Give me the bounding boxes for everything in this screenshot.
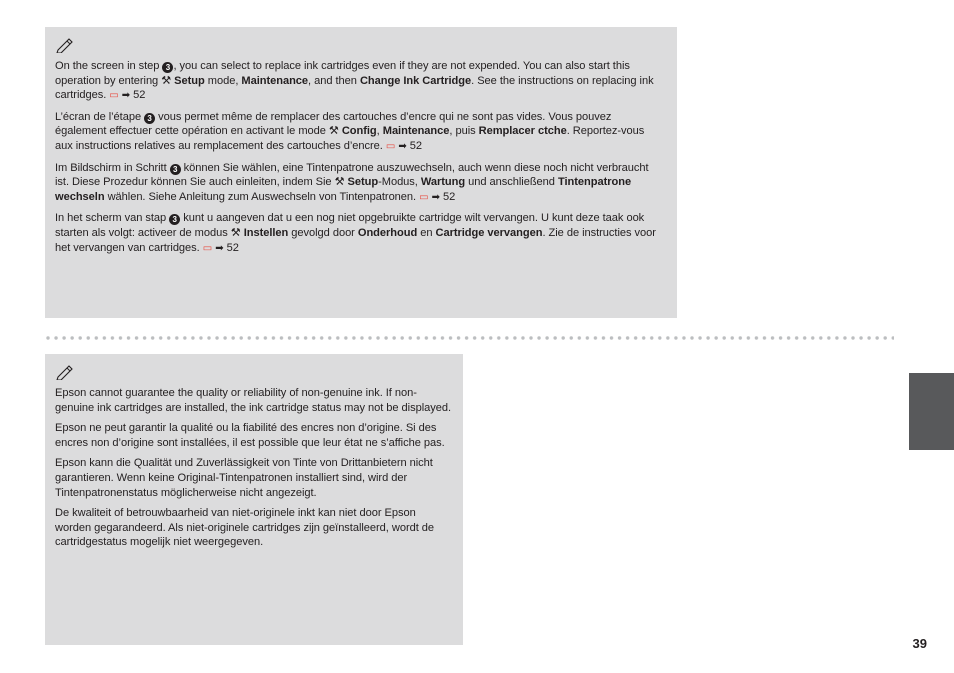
right-arrow-icon: ➡ [121, 90, 131, 102]
right-arrow-icon: ➡ [215, 242, 224, 254]
note2-paragraph-de: Epson kann die Qualität und Zuverlässigkeit von Tinte von Drittanbietern nicht garantieren. Wenn keine Original-Tintenpatronen installiert sind, wird der Tintenpatronenstatus möglicherweise nicht angezeigt. [55, 457, 433, 499]
book-icon: ▭ [385, 140, 396, 152]
book-icon: ▭ [419, 191, 429, 203]
book-icon: ▭ [202, 242, 213, 254]
wrench-tool-icon: ⚒ [161, 74, 175, 87]
wrench-tool-icon: ⚒ [328, 125, 342, 138]
page-reference[interactable]: 52 [226, 241, 239, 254]
note2-paragraph-fr: Epson ne peut garantir la qualité ou la fiabilité des encres non d’origine. Si des encres non d’origine sont installées, il est possible que leur état ne s’affiche pas. [55, 422, 445, 449]
step-number-badge: 3 [169, 214, 180, 225]
note1-paragraph-de: Im Bildschirm in Schritt 3 können Sie wählen, eine Tintenpatrone auszuwechseln, auch wenn diese noch nicht verbraucht ist. Diese Prozedur können Sie auch einleiten, indem Sie ⚒ Setup-Modus, Wartung und anschließend Tintenpatrone wechseln wählen. Siehe Anleitung zum Auswechseln von Tintenpatronen. ▭ ➡ 52 [55, 161, 649, 203]
pencil-note-icon [55, 37, 75, 53]
wrench-tool-icon: ⚒ [230, 226, 244, 239]
note2-paragraph-nl: De kwaliteit of betrouwbaarheid van niet-originele inkt kan niet door Epson worden gegarandeerd. Als niet-originele cartridges zijn geïnstalleerd, wordt de cartridgestatus mogelijk niet weergegeven. [55, 507, 435, 549]
note-box-non-genuine-ink [45, 354, 463, 645]
dotted-separator [46, 335, 894, 341]
note1-paragraph-nl: In het scherm van stap 3 kunt u aangeven dat u een nog niet opgebruikte cartridge wilt vervangen. U kunt deze taak ook starten als volgt: activeer de modus ⚒ Instellen gevolgd door Onderhoud en Cartridge vervangen. Zie de instructies voor het vervangen van cartridges. ▭ ➡ 52 [55, 212, 656, 254]
page-reference[interactable]: 52 [409, 139, 422, 152]
step-number-badge: 3 [170, 164, 181, 175]
book-icon: ▭ [109, 90, 119, 102]
note-box-cartridge-replacement [45, 27, 677, 318]
note1-paragraph-fr: L’écran de l’étape 3 vous permet même de remplacer des cartouches d’encre qui ne sont pas vides. Vous pouvez également effectuer cette opération en activant le mode ⚒ Config, Maintenance, puis Remplacer ctche. Reportez-vous aux instructions relatives au remplacement des cartouches d’encre. ▭ ➡ 52 [55, 110, 645, 152]
page-number: 39 [912, 636, 927, 651]
page-reference[interactable]: 52 [442, 190, 456, 203]
note1-paragraph-en: On the screen in step 3 , you can select to replace ink cartridges even if they are not expended. You can also start this operation by entering ⚒ Setup mode, Maintenance, and then Change Ink Cartridge. See the instructions on replacing ink cartridges. ▭ ➡ 52 [55, 60, 654, 102]
page-reference[interactable]: 52 [133, 89, 146, 102]
right-arrow-icon: ➡ [398, 140, 407, 152]
wrench-tool-icon: ⚒ [334, 176, 348, 189]
pencil-note-icon [55, 364, 75, 380]
section-tab [909, 373, 954, 450]
step-number-badge: 3 [162, 62, 173, 73]
step-number-badge: 3 [144, 113, 155, 124]
right-arrow-icon: ➡ [431, 191, 440, 203]
note2-paragraph-en: Epson cannot guarantee the quality or reliability of non-genuine ink. If non-genuine ink cartridges are installed, the ink cartridge status may not be displayed. [55, 387, 452, 414]
